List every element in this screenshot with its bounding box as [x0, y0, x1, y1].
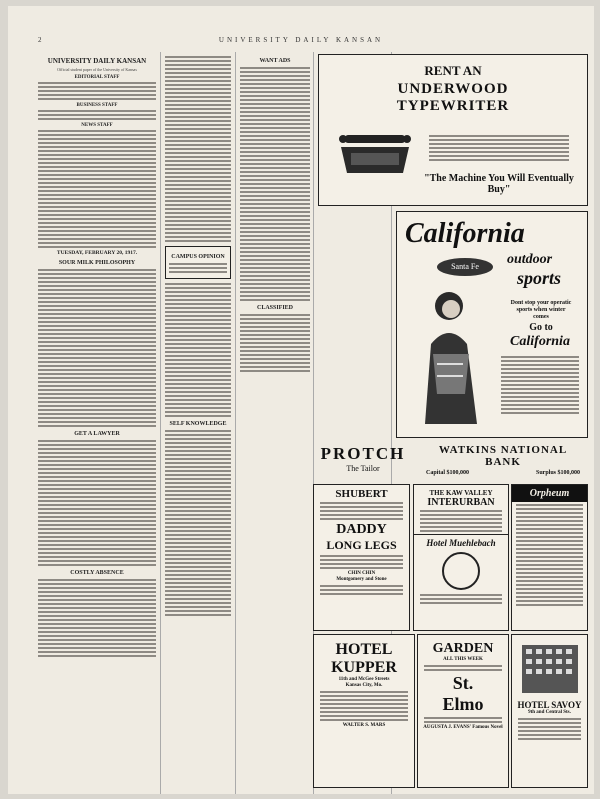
- hotel-address: 9th and Central Sts.: [528, 710, 571, 715]
- campus-opinion-title: CAMPUS OPINION: [171, 254, 225, 260]
- ad-pitch: Dont stop your operatic: [510, 300, 572, 306]
- editorial-title: COSTLY ABSENCE: [70, 570, 124, 577]
- paper-subtitle: Official student paper of the University of Kansas: [57, 67, 137, 72]
- ad-sub: outdoor: [507, 252, 553, 267]
- newspaper-page: [8, 6, 594, 794]
- hotel-building-icon: [518, 639, 582, 695]
- ad-sub: sports: [517, 268, 562, 288]
- paper-name: UNIVERSITY DAILY KANSAN: [218, 36, 384, 44]
- hotel-address: 11th and McGee Streets: [338, 677, 390, 682]
- clock-icon: [442, 552, 480, 590]
- theatre-name: SHUBERT: [335, 488, 388, 500]
- section-head: BUSINESS STAFF: [76, 103, 118, 109]
- ad-sub: INTERURBAN: [427, 497, 495, 508]
- play-author: AUGUSTA J. EVANS' Famous Novel: [423, 725, 503, 730]
- hotel-name: HOTEL: [335, 641, 393, 658]
- campus-opinion-box: [165, 246, 231, 279]
- play-title: St.: [452, 673, 474, 693]
- hotel-name: HOTEL SAVOY: [517, 700, 582, 710]
- hotel-city: Kansas City, Mo.: [345, 683, 383, 688]
- section-head: NEWS STAFF: [81, 123, 113, 129]
- classified-title: CLASSIFIED: [256, 305, 293, 311]
- hotel-proprietor: WALTER S. MARS: [342, 723, 386, 728]
- ad-sub: ALL THIS WEEK: [443, 657, 483, 662]
- editorial-title: SOUR MILK PHILOSOPHY: [58, 260, 136, 267]
- column-rule: [235, 52, 236, 794]
- bank-surplus: Surplus $100,000: [535, 470, 580, 476]
- want-ads-title: WANT ADS: [259, 58, 291, 64]
- california-ad: [396, 211, 588, 438]
- news-column: [165, 54, 231, 794]
- ad-dest: California: [510, 334, 570, 349]
- hotel-name: KUPPER: [331, 659, 397, 676]
- show-extra: CHIN CHIN: [347, 571, 376, 576]
- self-knowledge-title: SELF KNOWLEDGE: [169, 421, 227, 427]
- ad-title: PROTCH: [320, 444, 406, 463]
- protch-ad: [308, 442, 418, 478]
- show-title: DADDY: [336, 522, 387, 537]
- ad-line: UNDERWOOD: [397, 81, 509, 97]
- column-rule: [160, 52, 161, 794]
- ad-sub: The Tailor: [346, 464, 380, 473]
- ad-pitch: sports when winter: [516, 307, 566, 313]
- santa-fe-logo: Santa Fe: [437, 258, 493, 276]
- masthead: [8, 36, 594, 44]
- shubert-ad: [313, 484, 410, 631]
- theatre-name: GARDEN: [432, 641, 494, 656]
- ad-tagline: "The Machine You Will Eventually Buy": [424, 173, 574, 195]
- play-title: Elmo: [442, 694, 484, 714]
- ad-title: THE KAW VALLEY: [429, 489, 493, 497]
- savoy-ad: [511, 634, 588, 788]
- ad-goto: Go to: [529, 322, 553, 333]
- editorial-title: GET A LAWYER: [74, 431, 120, 438]
- watkins-ad: [420, 442, 586, 478]
- hotel-name: Hotel Muehlebach: [414, 534, 508, 548]
- bank-capital: Capital $100,000: [426, 470, 470, 476]
- woman-illustration-icon: [407, 284, 491, 429]
- date-line: TUESDAY, FEBRUARY 20, 1917.: [56, 250, 138, 257]
- ad-title: California: [405, 218, 525, 249]
- ad-line: RENT AN: [424, 63, 482, 78]
- section-head: EDITORIAL STAFF: [74, 75, 120, 80]
- show-stars: Montgomery and Stone: [336, 577, 387, 582]
- underwood-ad: [318, 54, 588, 206]
- theatre-name: Orpheum: [512, 485, 587, 502]
- ad-pitch: comes: [533, 314, 549, 320]
- want-ads-column: [240, 54, 310, 449]
- ad-line: TYPEWRITER: [396, 98, 510, 114]
- show-title: LONG LEGS: [326, 538, 397, 552]
- editorial-column: [38, 54, 156, 794]
- typewriter-icon: [335, 125, 415, 180]
- garden-ad: [417, 634, 509, 788]
- page-number: 2: [38, 36, 45, 44]
- paper-title: UNIVERSITY DAILY KANSAN: [47, 57, 147, 65]
- kupper-ad: [313, 634, 415, 788]
- ad-title: WATKINS NATIONAL BANK: [438, 444, 568, 468]
- interurban-ad: [413, 484, 509, 631]
- orpheum-ad: [511, 484, 588, 631]
